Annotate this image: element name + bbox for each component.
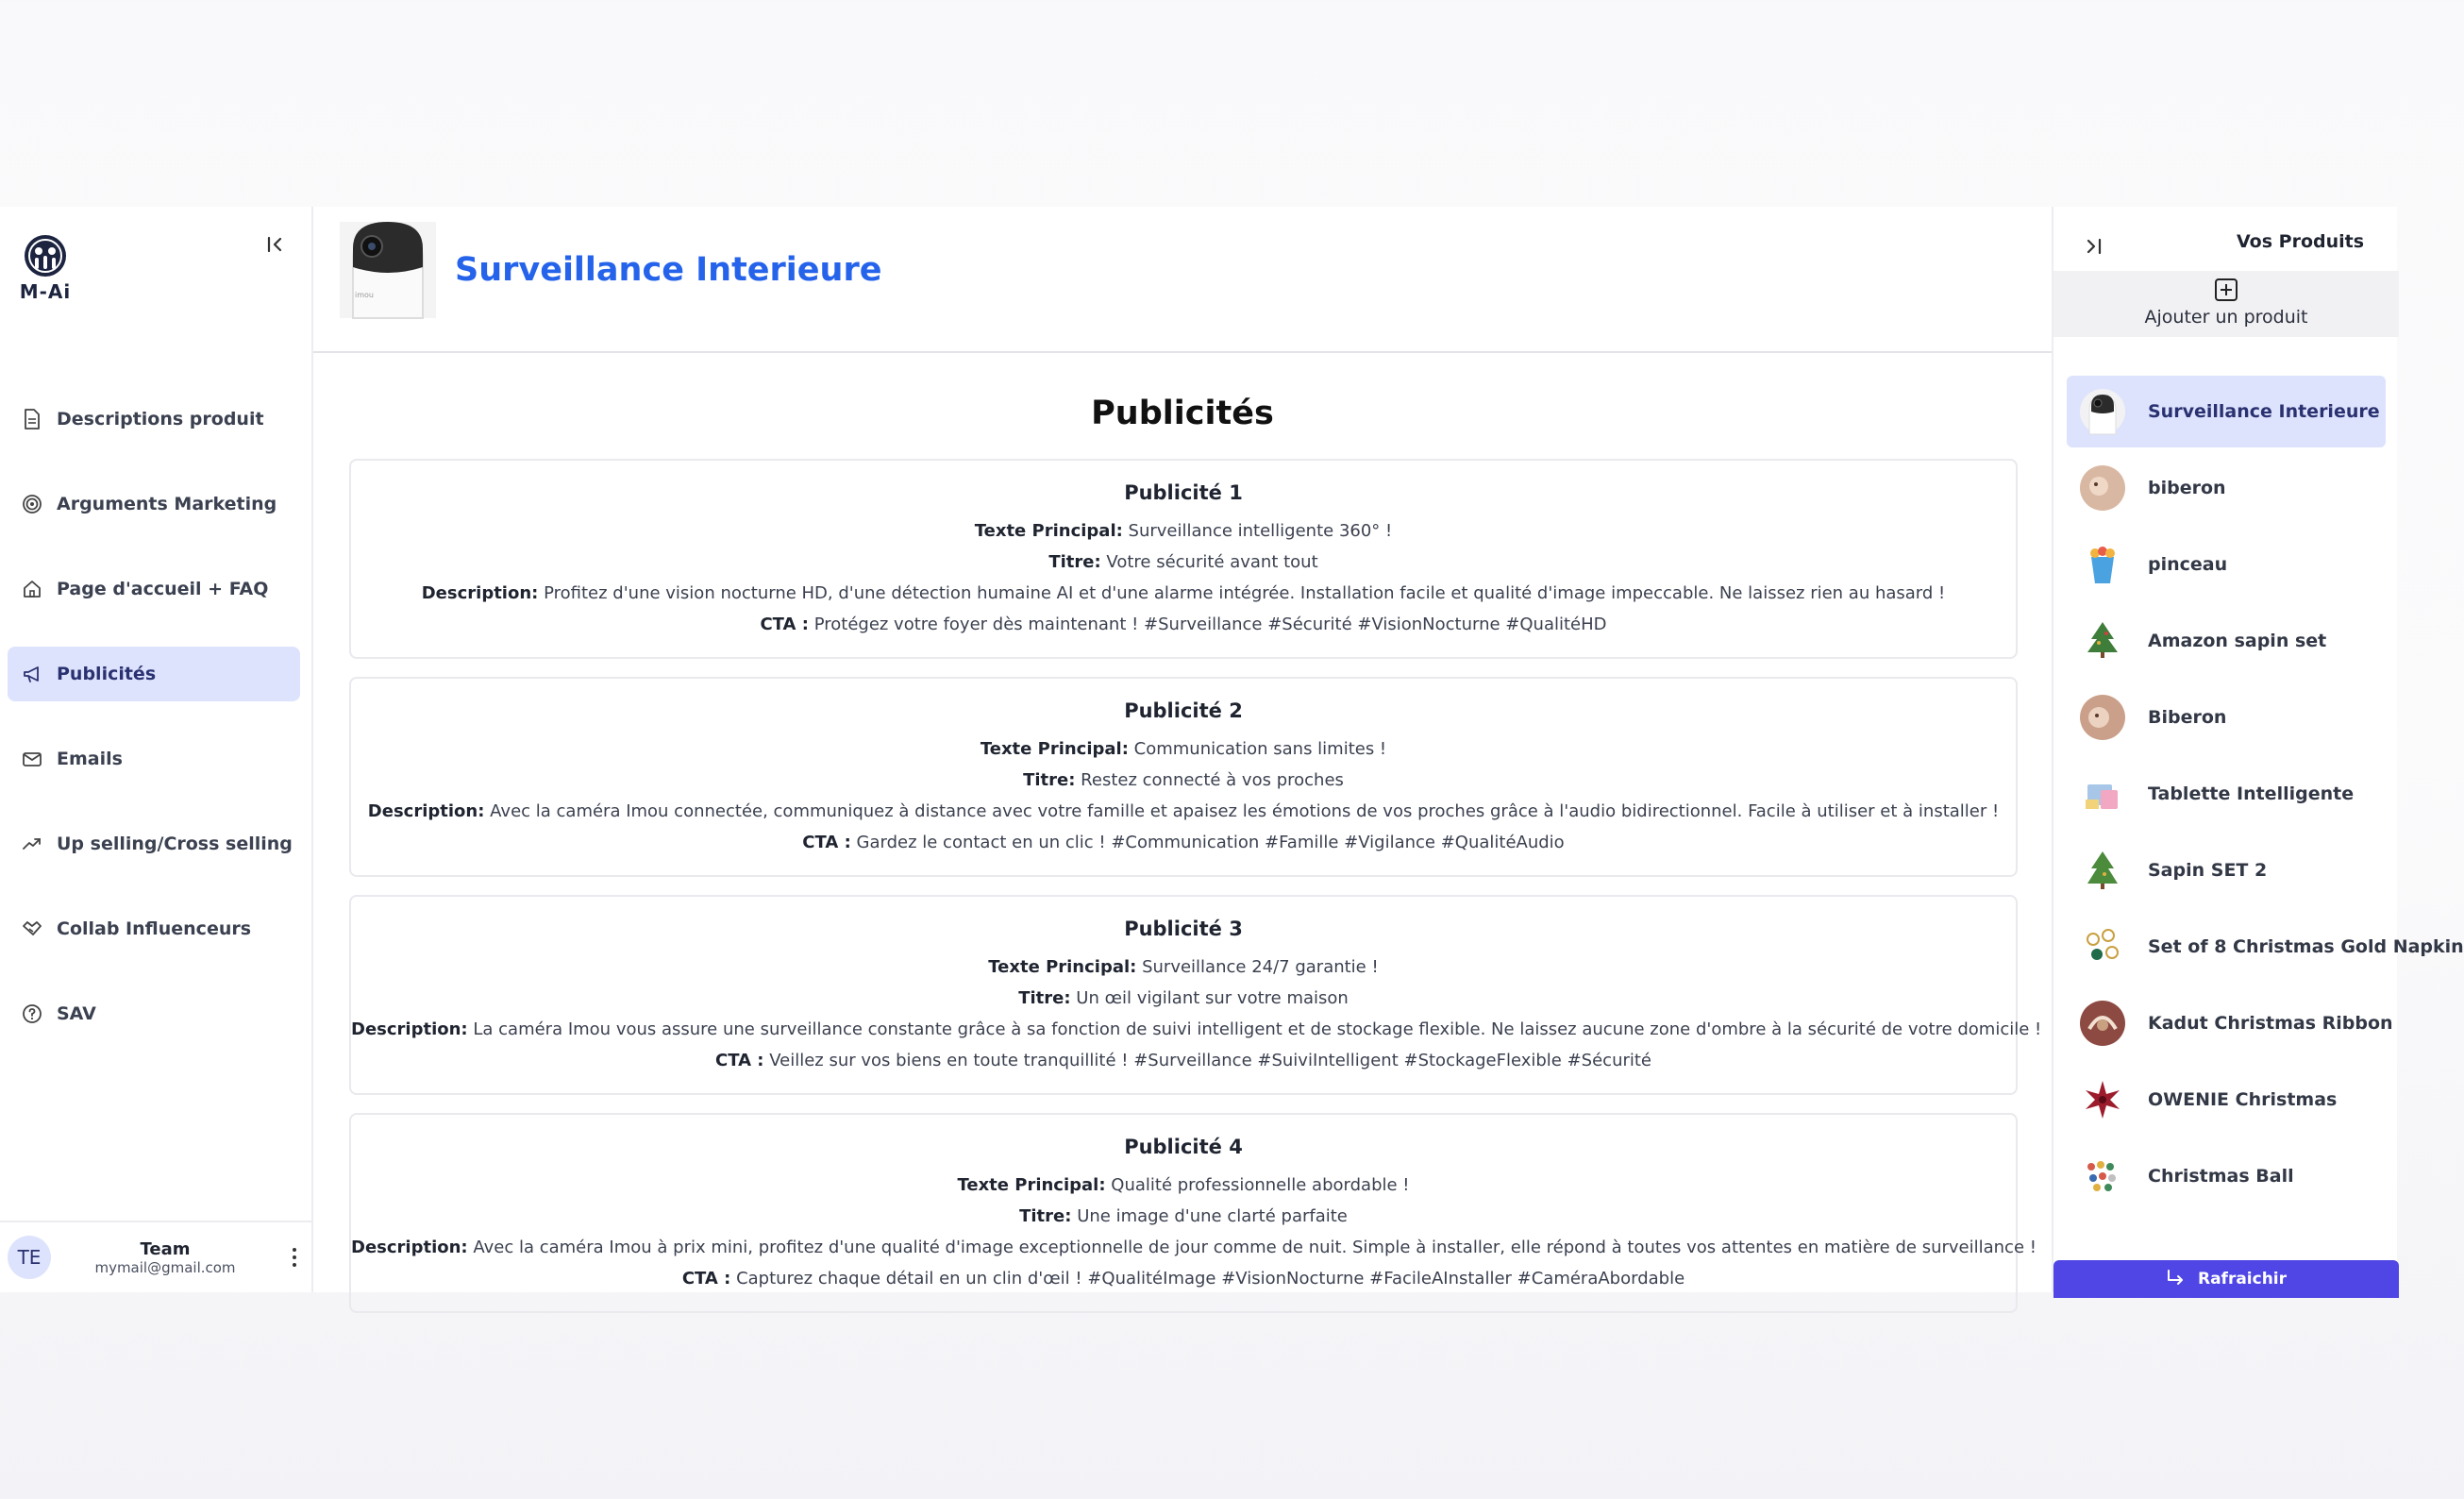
ad-titre — [351, 1201, 2016, 1232]
more-options-icon[interactable] — [285, 1243, 304, 1272]
field-value: Restez connecté à vos proches — [1081, 770, 1344, 790]
ad-card — [349, 459, 2018, 659]
field-label: Texte Principal: — [980, 739, 1129, 759]
app-window — [0, 207, 2464, 1292]
collapse-panel-button[interactable] — [2080, 233, 2106, 260]
ad-titre — [351, 983, 2016, 1014]
sidebar-item-label: Emails — [57, 749, 123, 769]
field-value: Gardez le contact en un clic ! #Communication #Famille #Vigilance #QualitéAudio — [856, 833, 1565, 852]
sidebar-item-label: Arguments Marketing — [57, 494, 277, 514]
product-thumbnail — [2080, 695, 2125, 740]
field-value: Qualité professionnelle abordable ! — [1111, 1175, 1410, 1195]
logo[interactable] — [15, 233, 75, 303]
ad-description — [351, 1232, 2037, 1263]
sidebar — [0, 207, 313, 1292]
ad-texte-principal — [351, 952, 2016, 983]
product-item[interactable] — [2067, 758, 2386, 830]
collapse-sidebar-button[interactable] — [262, 231, 289, 258]
refresh-icon — [2166, 1269, 2185, 1290]
field-label: CTA : — [681, 1269, 731, 1288]
product-item[interactable] — [2067, 834, 2386, 906]
ad-card — [349, 895, 2042, 1095]
sidebar-item-label: Collab Influenceurs — [57, 918, 252, 939]
product-item[interactable] — [2067, 1064, 2386, 1136]
section-title: Publicités — [1091, 395, 1274, 432]
panel-title: Vos Produits — [2237, 231, 2365, 252]
avatar: TE — [8, 1236, 51, 1279]
main-content — [313, 207, 2052, 1292]
document-icon — [21, 408, 43, 430]
product-name: Christmas Ball — [2148, 1166, 2294, 1187]
ad-title: Publicité 4 — [1124, 1136, 1243, 1158]
products-panel — [2052, 207, 2464, 1292]
ad-texte-principal — [351, 1170, 2016, 1201]
ad-title: Publicité 2 — [1124, 699, 1243, 722]
ad-cta — [351, 827, 2016, 858]
ad-description — [351, 578, 2016, 609]
sidebar-item-sav[interactable] — [8, 986, 300, 1041]
trend-up-icon — [21, 833, 43, 855]
ad-cta — [351, 1045, 2016, 1076]
ad-titre — [351, 765, 2016, 796]
field-value: Avec la caméra Imou à prix mini, profitez d'une qualité d'image exceptionnelle de jour comme de nuit. Simple à installer, elle répond à toutes vos attentes en matière de surveillance ! — [473, 1238, 2037, 1257]
sidebar-item-label: Page d'accueil + FAQ — [57, 579, 269, 599]
refresh-button[interactable] — [2053, 1260, 2399, 1298]
ad-description — [351, 796, 2016, 827]
product-thumbnail — [2080, 465, 2125, 511]
product-thumbnail — [2080, 1154, 2125, 1199]
product-list — [2067, 376, 2464, 1217]
home-icon — [21, 578, 43, 600]
add-product-label: Ajouter un produit — [2144, 307, 2308, 328]
product-item[interactable] — [2067, 911, 2464, 983]
product-thumbnail — [2080, 542, 2125, 587]
field-value: Une image d'une clarté parfaite — [1077, 1206, 1348, 1226]
product-thumbnail — [2080, 618, 2125, 664]
field-label: CTA : — [760, 615, 809, 634]
field-value: Surveillance intelligente 360° ! — [1128, 521, 1393, 541]
sidebar-item-label: Publicités — [57, 664, 157, 684]
product-item[interactable] — [2067, 1140, 2386, 1212]
megaphone-icon — [21, 663, 43, 685]
sidebar-item-influenceurs[interactable] — [8, 901, 300, 956]
user-info — [66, 1239, 264, 1276]
field-value: Avec la caméra Imou connectée, communiquez à distance avec votre famille et apaisez les émotions de vos proches grâce à l'audio bidirectionnel. Facile à utiliser et à installer ! — [490, 801, 2000, 821]
camera-icon — [340, 222, 436, 318]
field-label: Titre: — [1023, 770, 1076, 790]
product-item[interactable] — [2067, 987, 2393, 1059]
product-name: OWENIE Christmas — [2148, 1089, 2338, 1110]
product-name: Sapin SET 2 — [2148, 860, 2268, 881]
field-value: Protégez votre foyer dès maintenant ! #Surveillance #Sécurité #VisionNocturne #QualitéHD — [813, 615, 1607, 634]
sidebar-item-home-faq[interactable] — [8, 562, 300, 616]
field-label: Description: — [421, 583, 539, 603]
ad-titre — [351, 547, 2016, 578]
field-label: Description: — [351, 1238, 468, 1257]
sidebar-item-descriptions[interactable] — [8, 392, 300, 446]
product-header — [313, 207, 2052, 353]
product-name: Set of 8 Christmas Gold Napkin — [2148, 936, 2464, 957]
product-item[interactable] — [2067, 452, 2386, 524]
product-thumbnail — [2080, 848, 2125, 893]
field-value: Communication sans limites ! — [1133, 739, 1387, 759]
field-value: Surveillance 24/7 garantie ! — [1142, 957, 1379, 977]
ad-card — [349, 677, 2018, 877]
sidebar-item-publicites[interactable] — [8, 647, 300, 701]
logo-icon — [23, 233, 68, 278]
field-label: CTA : — [714, 1051, 764, 1070]
product-name: Biberon — [2148, 707, 2227, 728]
field-value: Votre sécurité avant tout — [1106, 552, 1318, 572]
product-name: Tablette Intelligente — [2148, 783, 2355, 804]
field-value: Un œil vigilant sur votre maison — [1076, 988, 1349, 1008]
field-label: CTA : — [802, 833, 851, 852]
help-circle-icon — [21, 1002, 43, 1025]
sidebar-item-upselling[interactable] — [8, 817, 300, 871]
field-value: Capturez chaque détail en un clin d'œil ! #QualitéImage #VisionNocturne #FacileAInstaller #CaméraAbordable — [736, 1269, 1685, 1288]
field-label: Description: — [351, 1019, 468, 1039]
svg-text:imou: imou — [355, 290, 374, 299]
field-value: La caméra Imou vous assure une surveillance constante grâce à sa fonction de suivi intelligent et de stockage flexible. Ne laissez aucune zone d'ombre à la sécurité de votre domicile ! — [473, 1019, 2042, 1039]
collapse-right-icon — [2080, 233, 2106, 260]
product-name: Surveillance Interieure — [2148, 401, 2380, 422]
ad-texte-principal — [351, 733, 2016, 765]
product-thumbnail — [2080, 924, 2125, 969]
field-label: Titre: — [1048, 552, 1101, 572]
field-label: Texte Principal: — [974, 521, 1123, 541]
product-name: Amazon sapin set — [2148, 631, 2327, 651]
product-item[interactable] — [2067, 682, 2386, 753]
product-name: Kadut Christmas Ribbon — [2148, 1013, 2393, 1034]
logo-text: M-Ai — [19, 280, 72, 303]
plus-square-icon — [2213, 277, 2239, 303]
field-value: Veillez sur vos biens en toute tranquillité ! #Surveillance #SuiviIntelligent #StockageFlexible #Sécurité — [769, 1051, 1652, 1070]
ad-title: Publicité 3 — [1124, 918, 1243, 940]
ad-card — [349, 1113, 2037, 1313]
field-value: Profitez d'une vision nocturne HD, d'une détection humaine AI et d'une alarme intégrée. Installation facile et qualité d'image impeccable. Ne laissez rien au hasard ! — [544, 583, 1946, 603]
ad-description — [351, 1014, 2042, 1045]
sidebar-item-label: SAV — [57, 1003, 96, 1024]
product-item[interactable] — [2067, 376, 2386, 447]
user-profile[interactable] — [0, 1221, 311, 1292]
sidebar-item-arguments[interactable] — [8, 477, 300, 531]
field-label: Texte Principal: — [988, 957, 1137, 977]
product-thumbnail — [2080, 1001, 2125, 1046]
page-title: Surveillance Interieure — [455, 250, 882, 289]
target-icon — [21, 493, 43, 515]
product-name: biberon — [2148, 478, 2226, 498]
ad-cta — [351, 1263, 2016, 1294]
user-name: Team — [140, 1238, 191, 1259]
ad-texte-principal — [351, 515, 2016, 547]
product-thumbnail — [2080, 1077, 2125, 1122]
add-product-button[interactable] — [2053, 271, 2399, 337]
ads-list — [313, 459, 2052, 1313]
field-label: Description: — [367, 801, 485, 821]
sidebar-nav — [8, 392, 300, 1071]
field-label: Titre: — [1018, 988, 1071, 1008]
product-item[interactable] — [2067, 529, 2386, 600]
field-label: Texte Principal: — [957, 1175, 1106, 1195]
refresh-label: Rafraichir — [2197, 1270, 2288, 1288]
field-label: Titre: — [1019, 1206, 1072, 1226]
collapse-left-icon — [262, 231, 289, 258]
sidebar-item-label: Up selling/Cross selling — [57, 834, 293, 854]
product-image — [340, 222, 436, 318]
sidebar-item-label: Descriptions produit — [57, 409, 264, 429]
sidebar-item-emails[interactable] — [8, 732, 300, 786]
mail-icon — [21, 748, 43, 770]
handshake-icon — [21, 918, 43, 940]
product-thumbnail — [2080, 389, 2125, 434]
product-thumbnail — [2080, 771, 2125, 817]
user-email: mymail@gmail.com — [94, 1258, 236, 1276]
ad-cta — [351, 609, 2016, 640]
ad-title: Publicité 1 — [1124, 481, 1243, 504]
product-name: pinceau — [2148, 554, 2228, 575]
product-item[interactable] — [2067, 605, 2386, 677]
